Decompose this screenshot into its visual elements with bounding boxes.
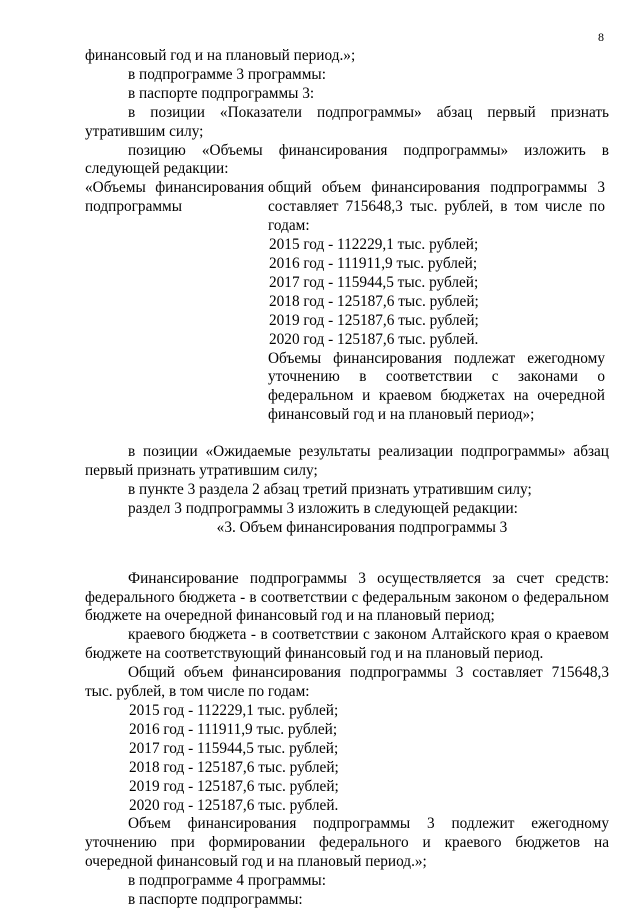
paragraph: в пункте 3 раздела 2 абзац третий признать утратившим силу; [128, 480, 532, 498]
paragraph: в позиции «Показатели подпрограммы» абзац первый признать утратившим силу; [85, 103, 609, 140]
paragraph: раздел 3 подпрограммы 3 изложить в следующей редакции: [128, 499, 518, 517]
paragraph: Общий объем финансирования подпрограммы 3 составляет 715648,3 тыс. рублей, в том числе по годам: [85, 664, 609, 701]
year-line: 2016 год - 111911,9 тыс. рублей; [269, 254, 478, 272]
table-left-cell: «Объемы финансирования подпрограммы [85, 179, 264, 216]
paragraph: краевого бюджета - в соответствии с законом Алтайского края о краевом бюджете на соответствующий финансовый год и на плановый период. [85, 626, 609, 663]
paragraph: финансовый год и на плановый период.»; [85, 47, 356, 64]
year-line: 2018 год - 125187,6 тыс. рублей; [269, 292, 479, 310]
paragraph: в подпрограмме 4 программы: [128, 872, 326, 890]
year-line: 2018 год - 125187,6 тыс. рублей; [129, 758, 339, 776]
section-title: «3. Объем финансирования подпрограммы 3 [216, 518, 508, 536]
paragraph: в позиции «Ожидаемые результаты реализации подпрограммы» абзац первый признать утратившим силу; [85, 443, 609, 480]
paragraph: позицию «Объемы финансирования подпрограммы» изложить в следующей редакции: [85, 141, 609, 178]
year-line: 2015 год - 112229,1 тыс. рублей; [129, 702, 339, 719]
year-line: 2020 год - 125187,6 тыс. рублей. [129, 796, 339, 814]
financing-table [85, 179, 609, 425]
year-line: 2019 год - 125187,6 тыс. рублей; [129, 777, 339, 795]
paragraph: в паспорте подпрограммы 3: [128, 84, 315, 102]
paragraph: в паспорте подпрограммы: [128, 891, 303, 909]
table-note: Объемы финансирования подлежат ежегодному уточнению в соответствии с законами о федеральном и краевом бюджетах на очередной финансовый год и на плановый период»; [268, 349, 605, 424]
year-line: 2017 год - 115944,5 тыс. рублей; [269, 273, 479, 291]
year-line: 2019 год - 125187,6 тыс. рублей; [269, 311, 479, 329]
paragraph: Финансирование подпрограммы 3 осуществляется за счет средств: федерального бюджета - в соответствии с федеральным законом о федеральном бюджете на очередной финансовый год и на плановый период; [85, 569, 609, 625]
page-number: 8 [598, 30, 604, 44]
year-line: 2017 год - 115944,5 тыс. рублей; [129, 739, 339, 757]
paragraph: Объем финансирования подпрограммы 3 подлежит ежегодному уточнению при формировании федерального и краевого бюджетов на очередной финансовый год и на плановый период.»; [85, 815, 609, 871]
paragraph: в подпрограмме 3 программы: [128, 65, 326, 83]
year-line: 2020 год - 125187,6 тыс. рублей. [269, 330, 479, 348]
year-line: 2016 год - 111911,9 тыс. рублей; [129, 720, 338, 738]
year-line: 2015 год - 112229,1 тыс. рублей; [269, 236, 479, 254]
document-body [85, 47, 609, 910]
table-intro: общий объем финансирования подпрограммы 3 составляет 715648,3 тыс. рублей, в том числе по годам: [268, 179, 605, 235]
table-right-cell [268, 179, 605, 425]
